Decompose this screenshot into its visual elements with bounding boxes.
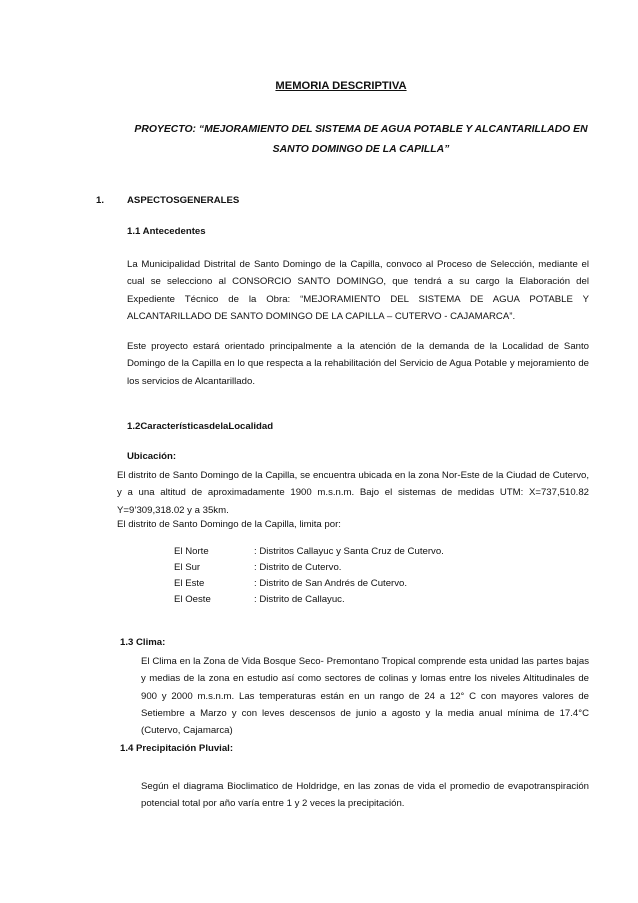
limits-intro: El distrito de Santo Domingo de la Capilla, limita por: [117,519,341,530]
clima-heading: 1.3 Clima: [120,637,166,648]
limit-value: : Distrito de San Andrés de Cutervo. [254,578,408,589]
precipitacion-text: Según el diagrama Bioclimatico de Holdridge, en las zonas de vida el promedio de evapotranspiración potencial total por año varía entre 1 y 2 veces la precipitación. [141,781,589,810]
limit-name: El Sur [174,562,201,573]
antecedentes-paragraph-1: La Municipalidad Distrital de Santo Domingo de la Capilla, convoco al Proceso de Selección, mediante el cual se selecciono al CONSORCIO SANTO DOMINGO, que tendrá a su cargo la Elaboración del Expediente Técnico de la Obra: “MEJORAMIENTO DEL SISTEMA DE AGUA POTABLE Y ALCANTARILLADO DE SANTO DOMINGO DE LA CAPILLA – CUTERVO - CAJAMARCA”. [127,259,589,322]
limit-row [174,594,345,605]
limit-value: : Distrito de Callayuc. [254,594,345,605]
limit-name: El Oeste [174,594,211,605]
limit-name: El Este [174,578,205,589]
antecedentes-paragraph-2: Este proyecto estará orientado principalmente a la atención de la demanda de la Localidad de Santo Domingo de la Capilla en lo que respecta a la rehabilitación del Servicio de Agua Potable y mejoramiento de los servicios de Alcantarillado. [127,341,589,387]
document-title: MEMORIA DESCRIPTIVA [275,80,407,92]
limit-row [174,578,407,589]
limit-row [174,562,341,573]
limit-row [174,546,444,557]
limit-value: : Distrito de Cutervo. [254,562,342,573]
limit-value: : Distritos Callayuc y Santa Cruz de Cutervo. [254,546,444,557]
limit-name: El Norte [174,546,209,557]
clima-text: El Clima en la Zona de Vida Bosque Seco- Premontano Tropical comprende esta unidad las partes bajas y medias de la zona en estudio así como sectores de colinas y lomas entre los niveles Altitudinales de 900 y 2000 m.s.n.m. Las temperaturas están en un rango de 24 a 12° C con mayores valores de Setiembre a Marzo y con leves descensos de junio a agosto y la media anual mínima de 17.4°C (Cutervo, Cajamarca) [141,656,589,737]
precipitacion-heading: 1.4 Precipitación Pluvial: [120,743,234,754]
caracteristicas-heading: 1.2CaracterísticasdelaLocalidad [127,421,274,432]
antecedentes-heading: 1.1 Antecedentes [127,226,206,237]
ubicacion-label: Ubicación: [127,451,177,462]
section-number: 1. [96,195,105,206]
section-heading: ASPECTOSGENERALES [127,195,240,206]
ubicacion-text: El distrito de Santo Domingo de la Capilla, se encuentra ubicada en la zona Nor-Este de la Ciudad de Cutervo, y a una altitud de aproximadamente 1900 m.s.n.m. Bajo el sistemas de medidas UTM: X=737,510.82 Y=9’309,318.02 y a 35km. [117,470,589,516]
project-title: PROYECTO: “MEJORAMIENTO DEL SISTEMA DE AGUA POTABLE Y ALCANTARILLADO EN SANTO DOMINGO DE LA CAPILLA” [134,124,588,155]
